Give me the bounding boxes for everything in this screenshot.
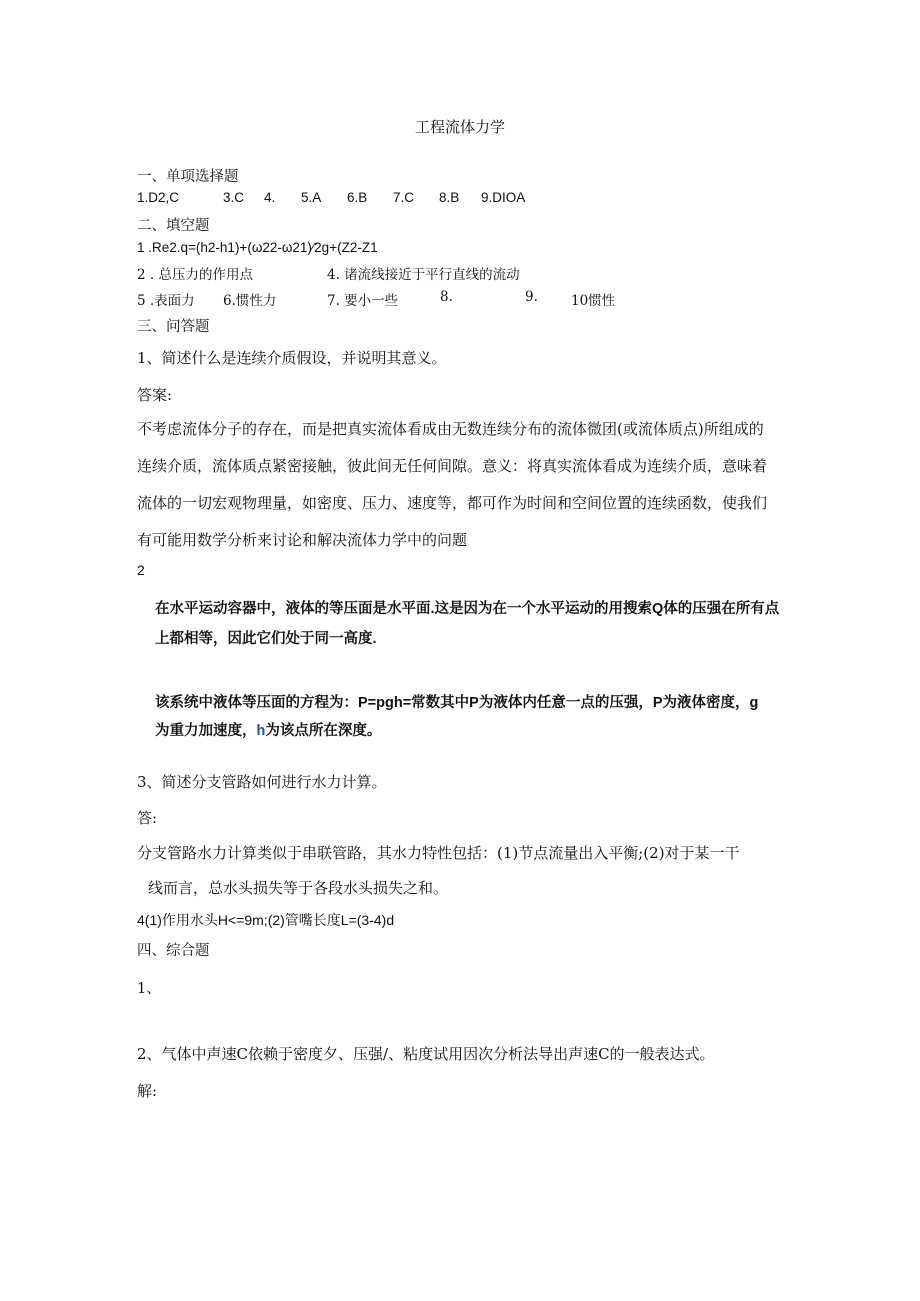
answer-2-gravity-text: 为重力加速度， <box>155 723 257 739</box>
answer-3-line-2: 线而言，总水头损失等于各段水头损失之和。 <box>148 879 449 897</box>
page-title: 工程流体力学 <box>414 118 505 136</box>
answer-2-para-2-line-1: 该系统中液体等压面的方程为：P=pgh=常数其中P为液体内任意一点的压强，P为液体密度，g <box>155 695 759 711</box>
comprehensive-item-1: 1、 <box>137 981 161 997</box>
answer-7: 7.C <box>393 190 415 205</box>
answer-5: 5.A <box>301 190 322 205</box>
question-4-answer: 4(1)作用水头H<=9m;(2)管嘴长度L=(3-4)d <box>137 912 395 928</box>
choice-answers-row <box>137 190 557 208</box>
answer-8: 8.B <box>439 190 460 205</box>
section-heading-comprehensive: 四、综合题 <box>137 943 210 959</box>
fill-answer-line-2 <box>137 263 557 281</box>
answer-1-line-4: 有可能用数学分析来讨论和解决流体力学中的问题 <box>137 531 468 549</box>
answer-9: 9.DIOA <box>481 190 526 205</box>
question-2-number: 2 <box>137 562 145 578</box>
section-heading-fill-blank: 二、填空题 <box>137 218 210 234</box>
fill-answer-9: 9. <box>525 289 538 305</box>
section-heading-single-choice: 一、单项选择题 <box>137 169 239 185</box>
answer-4: 4. <box>264 190 276 205</box>
fill-answer-10: 10惯性 <box>571 293 616 309</box>
answer-2-para-1-line-2: 上都相等，因此它们处于同一高度. <box>155 631 377 647</box>
answer-1-label: 答案: <box>137 386 173 404</box>
answer-2-para-2-line-2 <box>155 719 381 740</box>
fill-answer-6: 6.惯性力 <box>223 293 277 309</box>
fill-answer-7: 7. 要小一些 <box>327 293 399 309</box>
answer-1-line-1: 不考虑流体分子的存在，而是把真实流体看成由无数连续分布的流体微团(或流体质点)所组成的 <box>137 420 764 438</box>
solution-label: 解: <box>137 1082 158 1100</box>
answer-1-line-3: 流体的一切宏观物理量，如密度、压力、速度等，都可作为时间和空间位置的连续函数，使我们 <box>137 494 768 512</box>
fill-answer-line-1: 1 .Re2.q=(h2-h1)+(ω22-ω21)⁄2g+(Z2-Z1 <box>137 240 378 255</box>
answer-3: 3.C <box>223 190 245 205</box>
question-1: 1、简述什么是连续介质假设，并说明其意义。 <box>137 349 447 367</box>
answer-3-line-1: 分支管路水力计算类似于串联管路，其水力特性包括：(1)节点流量出入平衡;(2)对于某一干 <box>137 844 740 862</box>
answer-3-label: 答: <box>137 809 158 827</box>
fill-answer-2: 2 . 总压力的作用点 <box>137 267 253 283</box>
answer-2-h-symbol: h <box>256 723 266 739</box>
answer-1-line-2: 连续介质，流体质点紧密接触，彼此间无任何间隙。意义：将真实流体看成为连续介质，意味着 <box>137 457 768 475</box>
fill-answer-8: 8. <box>440 289 453 305</box>
answer-2-depth-text: 为该点所在深度。 <box>265 723 382 739</box>
answer-6: 6.B <box>347 190 368 205</box>
fill-answer-4: 4. 诸流线接近于平行直线的流动 <box>327 267 520 283</box>
answer-2-para-1-line-1: 在水平运动容器中，液体的等压面是水平面.这是因为在一个水平运动的用搜索Q体的压强在所有点 <box>155 601 780 617</box>
fill-answer-5: 5 .表面力 <box>137 293 195 309</box>
comprehensive-item-2: 2、气体中声速C依赖于密度夕、压强/、粘度试用因次分析法导出声速C的一般表达式。 <box>137 1045 715 1063</box>
section-heading-qa: 三、问答题 <box>137 319 210 335</box>
question-3: 3、简述分支管路如何进行水力计算。 <box>137 773 387 791</box>
answer-1-2: 1.D2,C <box>137 190 180 205</box>
fill-answer-line-3 <box>137 289 637 307</box>
